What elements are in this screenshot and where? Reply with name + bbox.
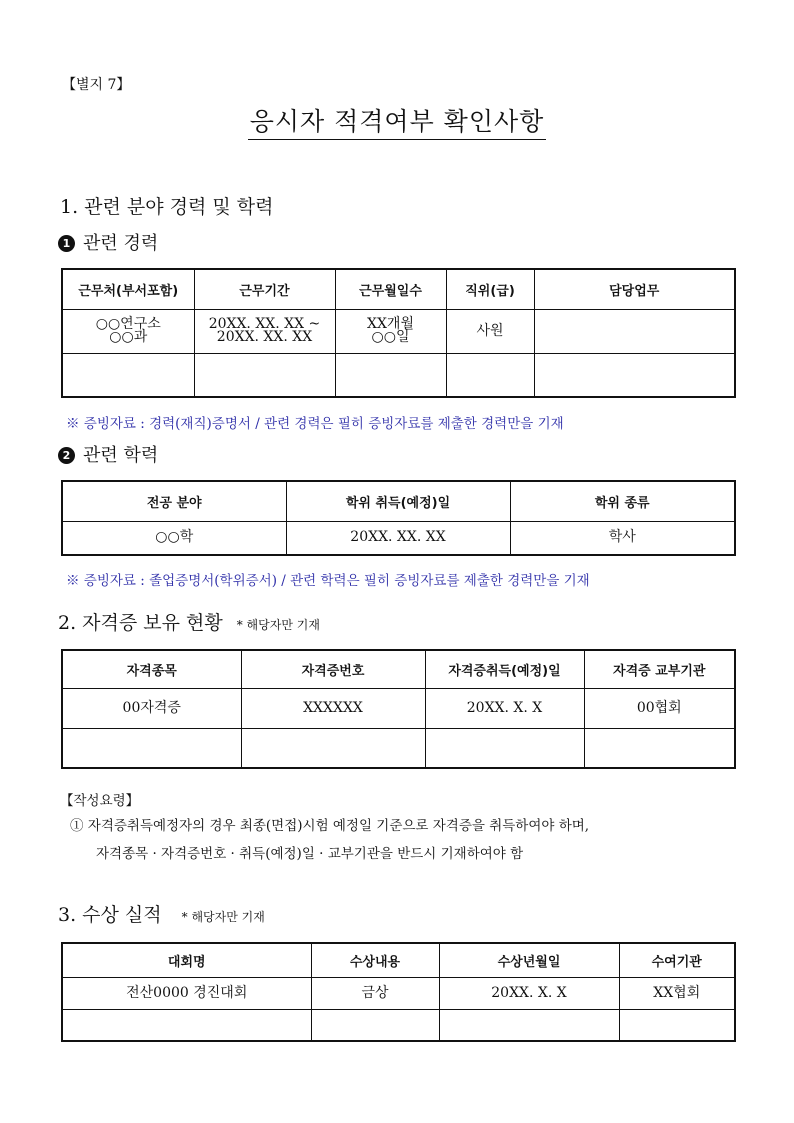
column-header: 자격증번호 bbox=[241, 650, 425, 688]
days-cell: XX개월 ○○일 bbox=[335, 309, 446, 353]
guide-heading: 【작성요령】 bbox=[60, 793, 140, 809]
license-number-cell: XXXXXX bbox=[241, 688, 425, 728]
attachment-label: 【별지 7】 bbox=[62, 77, 131, 93]
column-header: 근무기간 bbox=[194, 269, 335, 309]
period-cell: 20XX. XX. XX ~ 20XX. XX. XX bbox=[194, 309, 335, 353]
license-name-cell: 00자격증 bbox=[62, 688, 241, 728]
degree-date-cell: 20XX. XX. XX bbox=[286, 521, 510, 555]
table-header-row bbox=[62, 269, 735, 309]
column-header: 직위(급) bbox=[446, 269, 534, 309]
table-row-empty bbox=[62, 728, 735, 768]
license-date-cell: 20XX. X. X bbox=[425, 688, 584, 728]
award-table bbox=[61, 942, 736, 1042]
career-evidence-note: ※ 증빙자료 : 경력(재직)증명서 / 관련 경력은 필히 증빙자료를 제출한 경력만을 기재 bbox=[66, 416, 564, 432]
table-header-row bbox=[62, 481, 735, 521]
table-row bbox=[62, 521, 735, 555]
career-heading: 1 관련 경력 bbox=[58, 229, 158, 255]
table-row bbox=[62, 309, 735, 353]
section2-heading: 2. 자격증 보유 현황 * 해당자만 기재 bbox=[58, 612, 320, 634]
education-heading: 2 관련 학력 bbox=[58, 441, 158, 467]
column-header: 담당업무 bbox=[534, 269, 735, 309]
column-header: 수여기관 bbox=[619, 943, 735, 977]
award-cell: 금상 bbox=[311, 977, 439, 1009]
education-evidence-note: ※ 증빙자료 : 졸업증명서(학위증서) / 관련 학력은 필히 증빙자료를 제출한 경력만을 기재 bbox=[66, 573, 590, 589]
education-table bbox=[61, 480, 736, 556]
table-header-row bbox=[62, 650, 735, 688]
column-header: 근무처(부서포함) bbox=[62, 269, 194, 309]
table-row-empty bbox=[62, 1009, 735, 1041]
table-header-row bbox=[62, 943, 735, 977]
number-one-icon: 1 bbox=[58, 235, 75, 252]
guide-line-1: ① 자격증취득예정자의 경우 최종(면접)시험 예정일 기준으로 자격증을 취득하여야 하며, bbox=[70, 818, 590, 834]
career-table bbox=[61, 268, 736, 398]
column-header: 대회명 bbox=[62, 943, 311, 977]
number-two-icon: 2 bbox=[58, 447, 75, 464]
license-table bbox=[61, 649, 736, 769]
column-header: 자격증취득(예정)일 bbox=[425, 650, 584, 688]
guide-line-2: 자격종목 · 자격증번호 · 취득(예정)일 · 교부기관을 반드시 기재하여야 함 bbox=[96, 846, 524, 862]
license-issuer-cell: 00협회 bbox=[584, 688, 735, 728]
section1-heading: 1. 관련 분야 경력 및 학력 bbox=[60, 196, 274, 218]
awarding-body-cell: XX협회 bbox=[619, 977, 735, 1009]
page-title: 응시자 적격여부 확인사항 bbox=[0, 102, 794, 138]
major-cell: ○○학 bbox=[62, 521, 286, 555]
award-date-cell: 20XX. X. X bbox=[439, 977, 619, 1009]
column-header: 자격증 교부기관 bbox=[584, 650, 735, 688]
section2-note: * 해당자만 기재 bbox=[236, 618, 320, 632]
column-header: 전공 분야 bbox=[62, 481, 286, 521]
workplace-cell: ○○연구소 ○○과 bbox=[62, 309, 194, 353]
column-header: 자격종목 bbox=[62, 650, 241, 688]
column-header: 학위 취득(예정)일 bbox=[286, 481, 510, 521]
section3-note: * 해당자만 기재 bbox=[181, 910, 265, 924]
column-header: 학위 종류 bbox=[510, 481, 735, 521]
table-row bbox=[62, 977, 735, 1009]
section3-heading: 3. 수상 실적 * 해당자만 기재 bbox=[58, 904, 265, 926]
duty-cell bbox=[534, 309, 735, 353]
position-cell: 사원 bbox=[446, 309, 534, 353]
column-header: 수상내용 bbox=[311, 943, 439, 977]
column-header: 근무월일수 bbox=[335, 269, 446, 309]
table-row bbox=[62, 688, 735, 728]
degree-type-cell: 학사 bbox=[510, 521, 735, 555]
contest-name-cell: 전산0000 경진대회 bbox=[62, 977, 311, 1009]
column-header: 수상년월일 bbox=[439, 943, 619, 977]
table-row-empty bbox=[62, 353, 735, 397]
